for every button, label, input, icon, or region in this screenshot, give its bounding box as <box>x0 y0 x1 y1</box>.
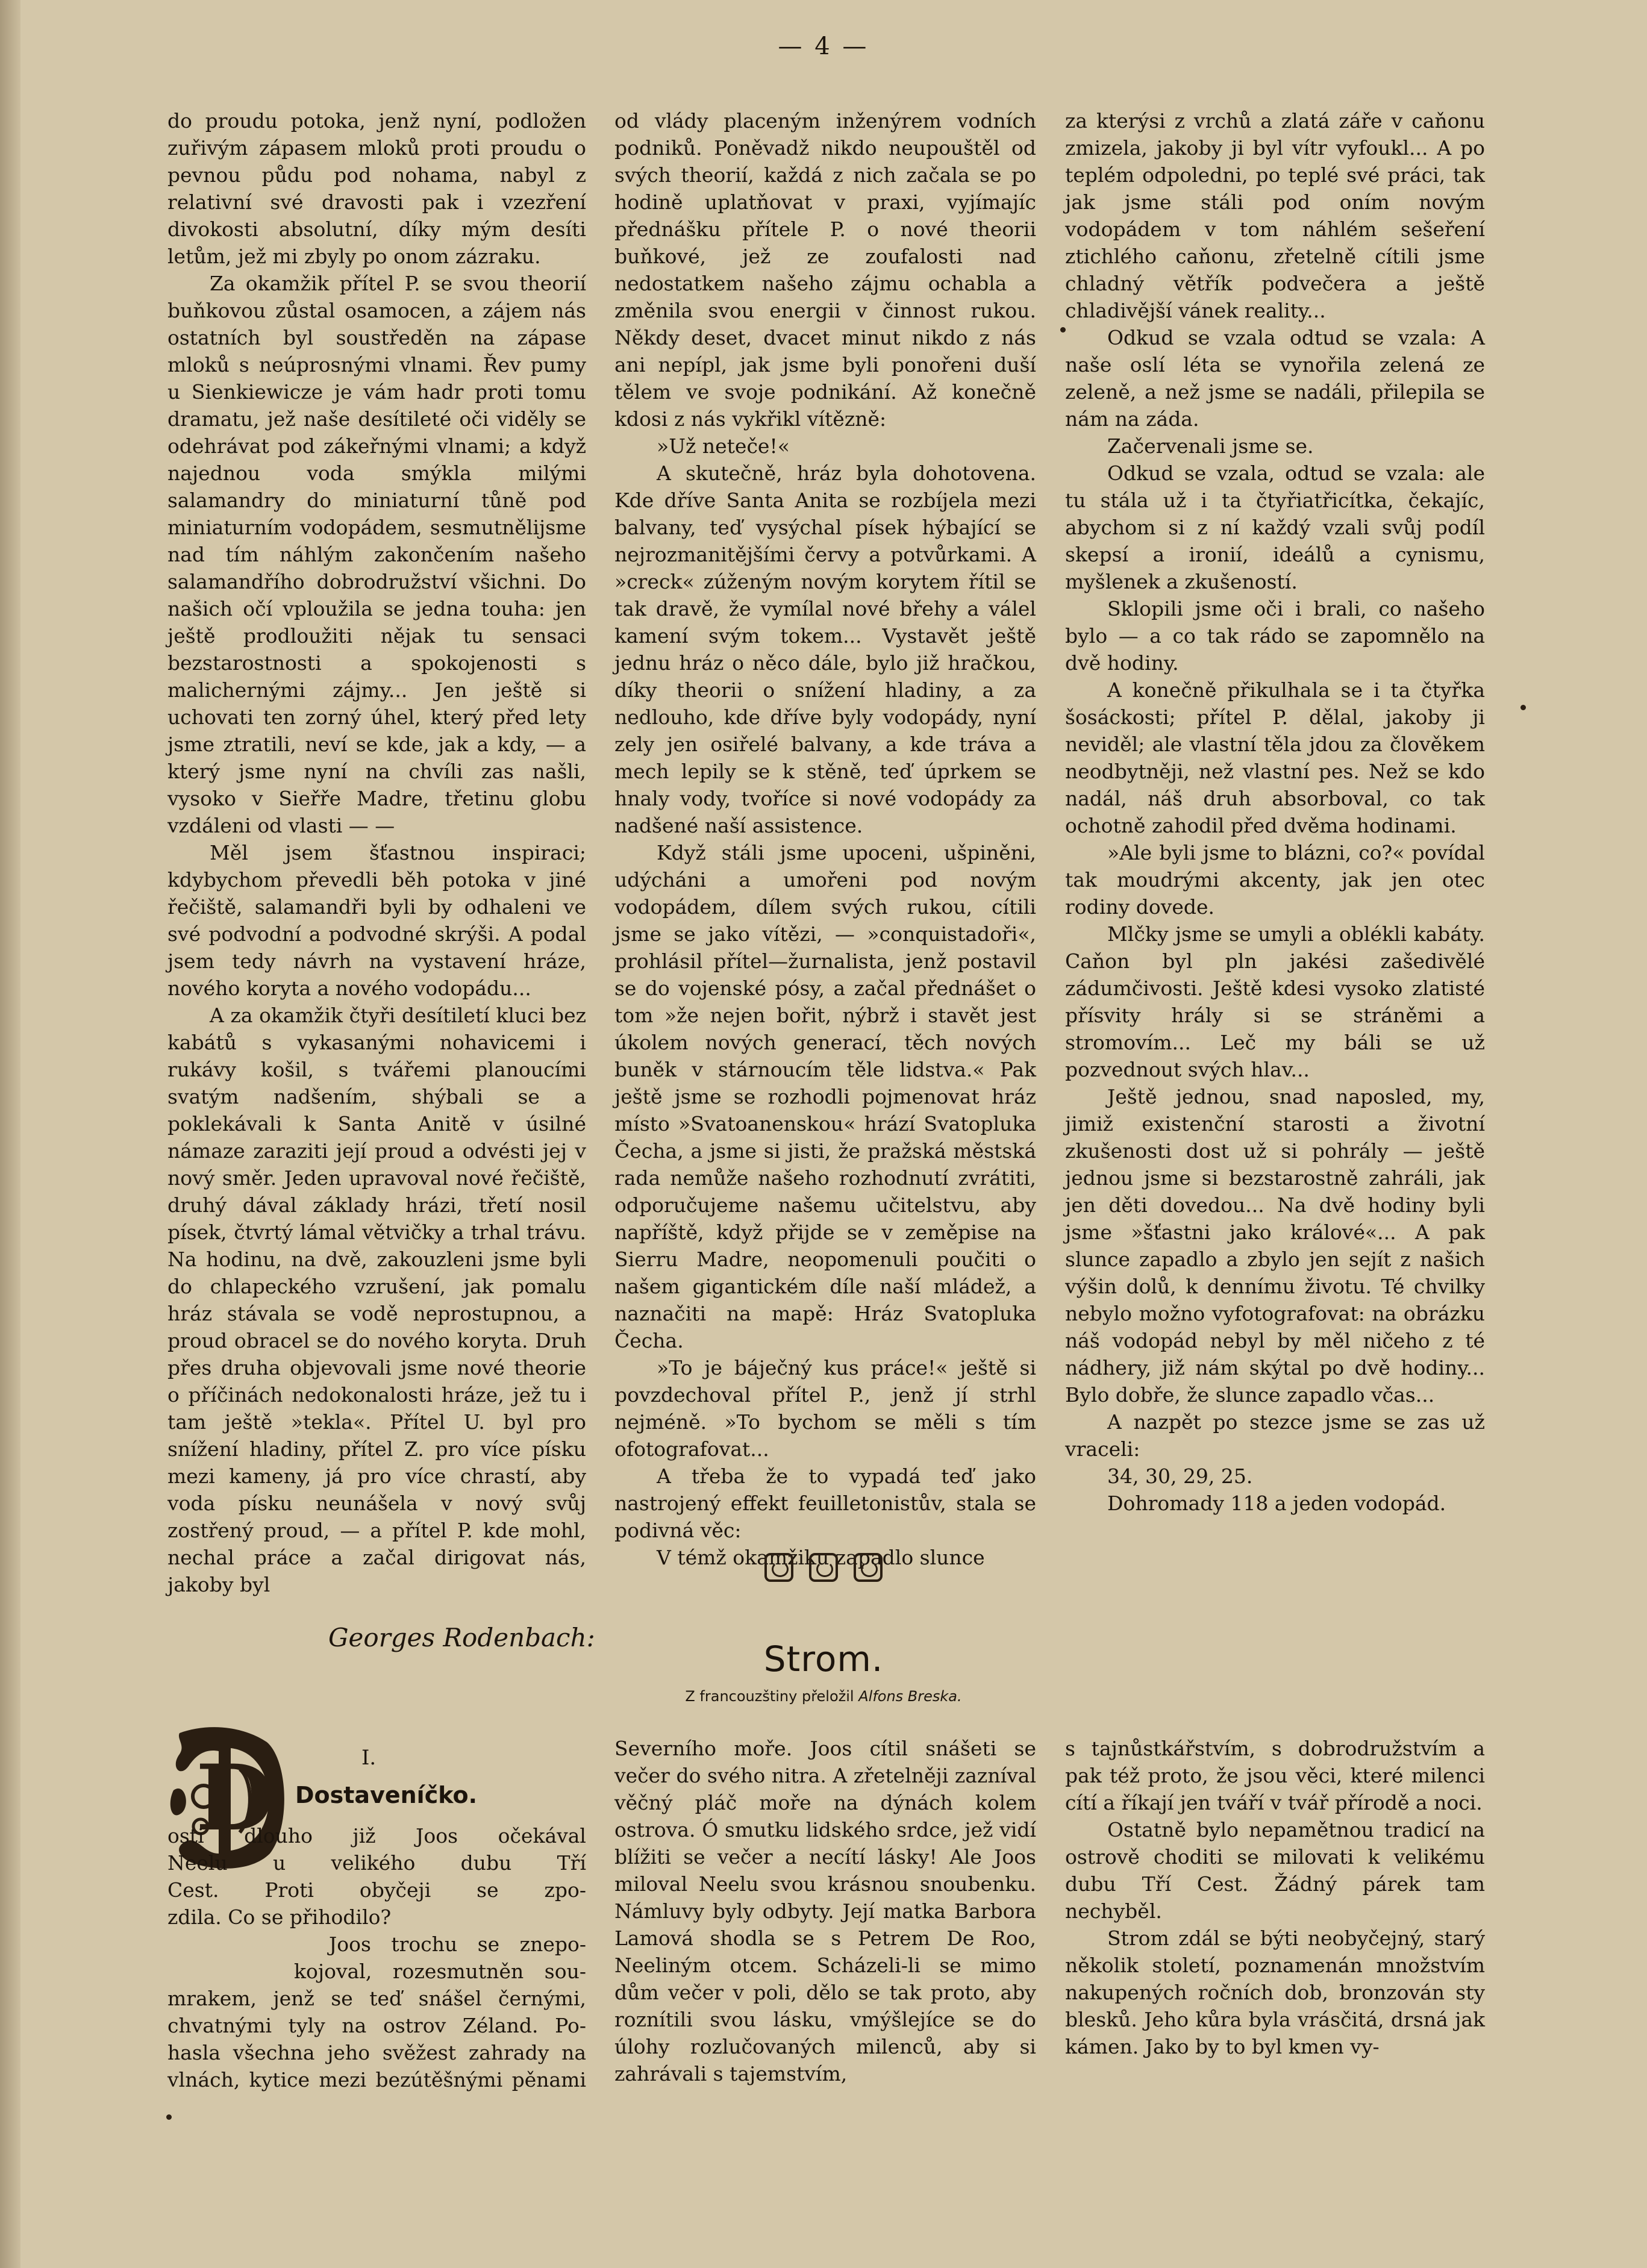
translator-credit <box>0 1688 1647 1705</box>
text-line: Neelu u velikého dubu Tří <box>167 1851 586 1875</box>
article2-column-2 <box>614 1735 1036 2087</box>
paragraph: »To je báječný kus práce!« ještě si povzdechoval přítel P., jenž jí strhl nejméně. »To bychom se měli s tím ofotografovat... <box>614 1356 1036 1461</box>
paragraph: A za okamžik čtyři desítiletí kluci bez kabátů s vykasanými nohavicemi i rukávy košil, s tvářemi planoucími svatým nadšením, shýbali se a poklekávali k Santa Anitě v úsilné námaze zaraziti její proud a odvésti jej v nový směr. Jeden upravoval nové řečiště, druhý dával základy hrázi, třetí nosil písek, čtvrtý lámal větvičky a trhal trávu. Na hodinu, na dvě, zakouzleni jsme byli do chlapeckého vzrušení, jak pomalu hráz stávala se vodě neprostupnou, a proud obracel se do nového koryta. Druh přes druha objevovali jsme nové theorie o příčinách nedokonalosti hráze, jež tu i tam ještě »tekla«. Přítel U. byl pro snížení hladiny, přítel Z. pro více písku mezi kameny, já pro více chrastí, aby voda písku neunášela v nový svůj zostřený proud, — a přítel P. kde mohl, nechal práce a začal dirigovat nás, jakoby byl <box>167 1004 586 1596</box>
ornament-icon <box>809 1553 838 1582</box>
page-binding-edge <box>0 0 20 2268</box>
paragraph: Když stáli jsme upoceni, ušpiněni, udýcháni a umořeni pod novým vodopádem, dílem svých rukou, cítili jsme se jako vítězi, — »conquistadoři«, prohlásil přítel—žurnalista, jenž postavil se do vojenské pósy, a začal přednášet o tom »že nejen bořit, nýbrž i stavět jest úkolem nových generací, těch nových buněk v stárnoucím těle lidstva.« Pak ještě jsme se rozhodli pojmenovat hráz místo »Svatoanenskou« hrází Svatopluka Čecha, a jsme si jisti, že pražská městská rada nemůže našeho rozhodnutí zvrátiti, odporučujeme našemu učitelstvu, aby napříště, když přijde se v zeměpise na Sierru Madre, neopomenuli poučiti o našem gigantickém díle naší mládež, a naznačiti na mapě: Hráz Svatopluka Čecha. <box>614 841 1036 1352</box>
paragraph: s tajnůstkářstvím, s dobrodružstvím a pak též proto, že jsou věci, které milenci cítí a říkají jen tváří v tvář přírodě a noci. <box>1065 1737 1485 1814</box>
text-line: Cest. Proti obyčeji se zpo- <box>167 1878 586 1902</box>
paragraph: do proudu potoka, jenž nyní, podložen zuřivým zápasem mloků proti proudu o pevnou půdu pod nohama, nabyl z relativní své dravosti pak i vzezření divokosti absolutní, díky mým desíti letům, jež mi zbyly po onom zázraku. <box>167 109 586 268</box>
paragraph: Mlčky jsme se umyli a oblékli kabáty. Caňon byl pln jakési zašedivělé zádumčivosti. Ještě kdesi vysoko zlatisté přísvity hrály si se stráněmi a stromovím... Leč my báli se už pozvednout svých hlav... <box>1065 922 1485 1081</box>
translator-name: Alfons Breska. <box>858 1688 962 1705</box>
paragraph: za kterýsi z vrchů a zlatá záře v caňonu zmizela, jakoby ji byl vítr vyfoukl... A po teplém odpoledni, po teplé své práci, tak jak jsme stáli pod oním novým vodopádem v tom náhlém sešeření ztichlého caňonu, zřetelně cítili jsme chladný větřík podvečera a ještě chladivější vánek reality... <box>1065 109 1485 322</box>
article1-column-2 <box>614 107 1036 1571</box>
paragraph: Strom zdál se býti neobyčejný, starý několik století, poznamenán množstvím nakupených ročních dob, bronzován sty blesků. Jeho kůra byla vrásčitá, drsná jak kámen. Jako by to byl kmen vy- <box>1065 1926 1485 2058</box>
paragraph: Začervenali jsme se. <box>1107 434 1314 458</box>
article1-column-3 <box>1065 107 1485 1517</box>
initial-letter: D <box>195 1745 275 1851</box>
paragraph: Odkud se vzala odtud se vzala: A naše oslí léta se vynořila zelená ze zeleně, a než jsme se nadáli, přilepila se nám na záda. <box>1065 326 1485 431</box>
text-line: mrakem, jenž se teď snášel černými, <box>167 1987 586 2010</box>
paragraph: V témž okamžiku zapadlo slunce <box>657 1546 985 1569</box>
paragraph: od vlády placeným inženýrem vodních podniků. Poněvadž nikdo neupouštěl od svých theorií, každá z nich začala se po hodině uplatňovat v praxi, vyjímajíc přednášku přítele P. o nové theorii buňkové, jež ze zoufalosti nad nedostatkem našeho zájmu ochabla a změnila svou energii v činnost rukou. Někdy deset, dvacet minut nikdo z nás ani nepípl, jak jsme byli ponořeni duší tělem ve svoje podnikání. Až konečně kdosi z nás vykřikl vítězně: <box>614 109 1036 431</box>
translator-prefix: Z francouzštiny přeložil <box>685 1688 854 1705</box>
ornament-icon <box>764 1553 793 1582</box>
paragraph: Ostatně bylo nepamětnou tradicí na ostrově choditi se milovati k velikému dubu Tří Cest. Žádný párek tam nechyběl. <box>1065 1818 1485 1923</box>
article1-column-1 <box>167 107 586 1598</box>
text-line: zdila. Co se přihodilo? <box>167 1905 392 1929</box>
paragraph: A nazpět po stezce jsme se zas už vraceli: <box>1065 1410 1485 1461</box>
text-line: hasla všechna jeho svěžest zahrady na <box>167 2041 586 2064</box>
ornament-icon <box>854 1553 883 1582</box>
paragraph: Dohromady 118 a jeden vodopád. <box>1107 1492 1446 1515</box>
paragraph: A třeba že to vypadá teď jako nastrojený effekt feuilletonistův, stala se podivná věc: <box>614 1464 1036 1542</box>
paragraph: Odkud se vzala, odtud se vzala: ale tu stála už i ta čtyřiatřicítka, čekajíc, abychom si z ní každý vzali svůj podíl skepsí a ironií, ideálů a cynismu, myšlenek a zkušeností. <box>1065 461 1485 593</box>
text-line: osti dlouho již Joos očekával <box>167 1824 586 1848</box>
paragraph: »Ale byli jsme to blázni, co?« povídal tak moudrými akcenty, jak jen otec rodiny dovede. <box>1065 841 1485 919</box>
article2-title: Strom. <box>763 1639 884 1679</box>
paragraph: Sklopili jsme oči i brali, co našeho bylo — a co tak rádo se zapomnělo na dvě hodiny. <box>1065 597 1485 675</box>
paragraph: A skutečně, hráz byla dohotovena. Kde dříve Santa Anita se rozbíjela mezi balvany, teď vysýchal písek hýbající se nejrozmanitějšími červy a potvůrkami. A »creck« zúženým novým korytem řítil se tak dravě, že vymílal nové břehy a válel kamení svým tokem... Vystavět ještě jednu hráz o něco dále, bylo již hračkou, díky theorii o snížení hladiny, a za nedlouho, kde dříve byly vodopády, nyní zely jen osiřelé balvany, a kde tráva a mech lepily se k stěně, teď úprkem se hnaly vody, tvoříce si nové vodopády za nadšené naší assistence. <box>614 461 1036 837</box>
chapter-title: Dostaveníčko. <box>295 1782 478 1808</box>
article2-author: Georges Rodenbach: <box>328 1623 595 1652</box>
paragraph: Měl jsem šťastnou inspiraci; kdybychom převedli běh potoka v jiné řečiště, salamandři byli by odhaleni ve své podvodní a podvodné skrýši. A podal jsem tedy návrh na vystavení hráze, nového koryta a nového vodopádu... <box>167 841 586 1000</box>
paragraph: A konečně přikulhala se i ta čtyřka šosáckosti; přítel P. dělal, jakoby ji neviděl; ale vlastní těla jdou za člověkem neodbytněji, než vlastní pes. Než se kdo nadál, náš druh absorboval, co tak ochotně zahodil před dvěma hodinami. <box>1065 678 1485 837</box>
paragraph: »Už neteče!« <box>657 434 790 458</box>
text-line: vlnách, kytice mezi bezútěšnými pěnami <box>167 2068 586 2091</box>
article2-column-3 <box>1065 1735 1485 2060</box>
text-line: chvatnými tyly na ostrov Zéland. Po- <box>167 2014 586 2037</box>
print-speck <box>1520 705 1526 710</box>
print-speck <box>1060 327 1066 333</box>
paragraph: Severního moře. Joos cítil snášeti se večer do svého nitra. A zřetelněji zazníval věčný pláč moře na dýnách kolem ostrova. Ó smutku lidského srdce, jež vidí blížiti se večer a necítí lásky! Ale Joos miloval Neelu svou krásnou snoubenku. Námluvy byly odbyty. Její matka Barbora Lamová shodla se s Petrem De Roo, Neeliným otcem. Scházeli-li se mimo dům večer v poli, dělo se tak proto, aby roznítili svou lásku, vmýšlejíce se do úlohy rozlučovaných milenců, aby si zahrávali s tajemstvím, <box>614 1737 1036 2085</box>
paragraph: Ještě jednou, snad naposled, my, jimiž existenční starosti a životní zkušenosti dost už si pohrály — ještě jednou jsme si bezstarostně zahráli, jak jen děti dovedou... Na dvě hodiny byli jsme »šťastni jako králové«... A pak slunce zapadlo a zbylo jen sejít z našich výšin dolů, k dennímu životu. Té chvilky nebylo možno vyfotografovat: na obrázku náš vodopád nebyl by měl ničeho z té nádhery, již nám skýtal po dvě hodiny... Bylo dobře, že slunce zapadlo včas... <box>1065 1085 1485 1407</box>
page-number: — 4 — <box>778 33 869 60</box>
text-line: kojoval, rozesmutněn sou- <box>294 1960 586 1983</box>
paragraph: 34, 30, 29, 25. <box>1107 1464 1253 1488</box>
text-line: Joos trochu se znepo- <box>329 1932 586 1956</box>
print-speck <box>166 2114 172 2120</box>
section-divider-ornaments <box>0 1553 1647 1582</box>
chapter-number: I. <box>361 1746 377 1770</box>
paragraph: Za okamžik přítel P. se svou theorií buňkovou zůstal osamocen, a zájem nás ostatních byl soustředěn na zápase mloků s neúprosnými vlnami. Řev pumy u Sienkiewicze je vám hadr proti tomu dramatu, jež naše desítileté oči viděly se odehrávat pod zákeřnými vlnami; a když najednou voda smýkla milými salamandry do miniaturní tůně pod miniaturním vodopádem, sesmutnělijsme nad tím náhlým zakončením našeho salamandřího dobrodružství všichni. Do našich očí vploužila se jedna touha: jen ještě prodloužiti nějak tu sensaci bezstarostnosti a spokojenosti s malichernými zájmy... Jen ještě si uchovati ten zorný úhel, který před lety jsme ztratili, neví se kde, jak a kdy, — a který jsme nyní na chvíli zas našli, vysoko v Sieřře Madre, třetinu globu vzdáleni od vlasti — — <box>167 272 586 837</box>
article2-column-1 <box>167 1822 586 2093</box>
